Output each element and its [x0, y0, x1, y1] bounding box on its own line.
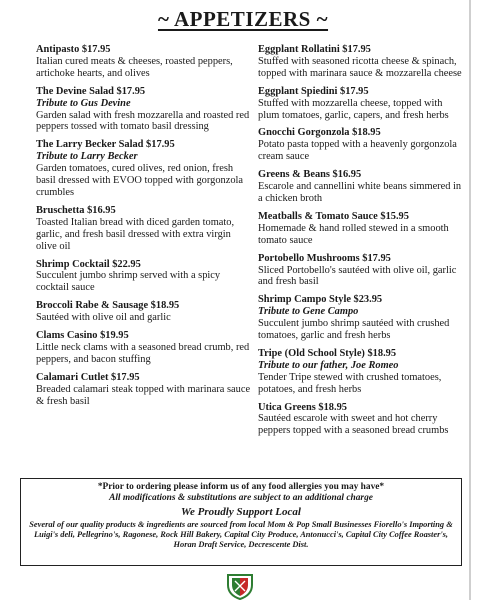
menu-item-name: Shrimp Cocktail $22.95 — [36, 258, 141, 270]
menu-item-name: Eggplant Spiedini $17.95 — [258, 85, 369, 97]
menu-item-name: Calamari Cutlet $17.95 — [36, 371, 140, 383]
menu-item-description: Potato pasta topped with a heavenly gorgonzola cream sauce — [258, 139, 457, 163]
menu-item — [36, 372, 251, 408]
menu-item-name: Tripe (Old School Style) $18.95 — [258, 347, 397, 359]
menu-item-description: Stuffed with seasoned ricotta cheese & spinach, topped with marinara sauce & mozzarella cheese — [258, 55, 462, 79]
menu-item-description: Escarole and cannellini white beans simmered in a chicken broth — [258, 181, 462, 204]
menu-item — [258, 294, 463, 342]
page-edge-divider — [469, 0, 471, 600]
restaurant-crest-icon — [224, 572, 256, 600]
menu-item — [36, 205, 251, 253]
menu-item-description: Sautéed escarole with sweet and hot cherry peppers topped with a seasoned bread crumbs — [258, 413, 449, 437]
menu-item — [36, 86, 251, 134]
menu-item-name: Gnocchi Gorgonzola $18.95 — [258, 127, 381, 139]
menu-item-description: Garden salad with fresh mozzarella and roasted red peppers tossed with tomato basil dressing — [36, 109, 250, 133]
menu-item-tribute: Tribute to Larry Becker — [36, 151, 138, 163]
menu-item — [258, 348, 463, 396]
menu-item-name: Greens & Beans $16.95 — [258, 169, 362, 181]
menu-item-description: Italian cured meats & cheeses, roasted peppers, artichoke hearts, and olives — [36, 55, 233, 79]
menu-item-description: Homemade & hand rolled stewed in a smooth tomato sauce — [258, 222, 449, 246]
menu-item-description: Breaded calamari steak topped with marinara sauce & fresh basil — [36, 383, 251, 407]
menu-item — [36, 44, 251, 80]
menu-item-description: Sautéed with olive oil and garlic — [36, 312, 171, 324]
menu-item-name: Clams Casino $19.95 — [36, 330, 129, 342]
menu-column-right — [258, 44, 463, 443]
menu-item-name: The Larry Becker Salad $17.95 — [36, 139, 175, 151]
menu-item — [258, 169, 463, 205]
menu-item-name: Bruschetta $16.95 — [36, 204, 116, 216]
menu-item-name: Utica Greens $18.95 — [258, 401, 347, 413]
menu-item — [258, 127, 463, 163]
menu-column-left — [36, 44, 251, 413]
menu-item-description: Garden tomatoes, cured olives, red onion, fresh basil dressed with EVOO topped with gorgonzola crumbles — [36, 163, 244, 198]
menu-item-name: Meatballs & Tomato Sauce $15.95 — [258, 210, 409, 222]
menu-item-description: Tender Tripe stewed with crushed tomatoes, potatoes, and fresh herbs — [258, 371, 442, 395]
menu-item — [258, 253, 463, 289]
allergy-notice: *Prior to ordering please inform us of any food allergies you may have* — [97, 482, 385, 492]
support-local-heading: We Proudly Support Local — [181, 506, 301, 518]
page-title: ~ APPETIZERS ~ — [157, 7, 329, 31]
menu-item — [36, 330, 251, 366]
menu-item — [258, 44, 463, 80]
menu-item-name: Broccoli Rabe & Sausage $18.95 — [36, 300, 180, 312]
menu-item-description: Little neck clams with a seasoned bread crumb, red peppers, and bacon stuffing — [36, 341, 250, 365]
menu-item-tribute: Tribute to Gus Devine — [36, 97, 131, 109]
menu-item-description: Stuffed with mozzarella cheese, topped with plum tomatoes, garlic, capers, and fresh herbs — [258, 97, 449, 121]
modification-notice: All modifications & substitutions are subject to an additional charge — [109, 493, 373, 503]
menu-item-name: The Devine Salad $17.95 — [36, 85, 146, 97]
menu-item-name: Eggplant Rollatini $17.95 — [258, 44, 371, 55]
menu-item-tribute: Tribute to our father, Joe Romeo — [258, 359, 399, 371]
menu-item-description: Toasted Italian bread with diced garden tomato, garlic, and fresh basil dressed with extra virgin olive oil — [36, 216, 235, 252]
menu-item-description: Sliced Portobello's sautéed with olive oil, garlic and fresh basil — [258, 264, 457, 288]
menu-item-name: Portobello Mushrooms $17.95 — [258, 252, 391, 264]
menu-item-description: Succulent jumbo shrimp served with a spicy cocktail sauce — [36, 270, 221, 294]
menu-item-name: Shrimp Campo Style $23.95 — [258, 294, 383, 306]
allergy-notice-box — [20, 478, 462, 566]
local-sources-text: Several of our quality products & ingredients are sourced from local Mom & Pop Small Businesses Fiorello's Importing & Luigi's deli, Pellegrino's, Ragonese, Rock Hill Bakery, Capital City Produce, Antonucci's, Capital City Coffee Roaster's, Horan Draft Service, Decrescente Dist. — [29, 520, 453, 549]
menu-item — [258, 86, 463, 122]
menu-item — [258, 402, 463, 438]
menu-item — [36, 259, 251, 295]
menu-item-tribute: Tribute to Gene Campo — [258, 306, 359, 318]
menu-item-description: Succulent jumbo shrimp sautéed with crushed tomatoes, garlic and fresh herbs — [258, 318, 450, 342]
menu-item-name: Antipasto $17.95 — [36, 44, 111, 55]
menu-item — [36, 300, 251, 324]
menu-item — [36, 139, 251, 199]
menu-item — [258, 211, 463, 247]
